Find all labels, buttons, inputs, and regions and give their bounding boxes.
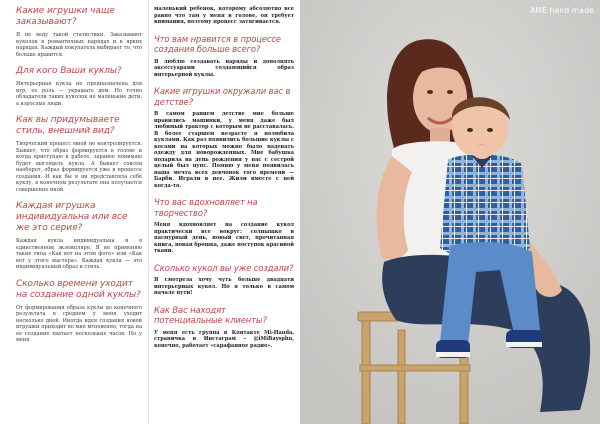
answer-paragraph: Творческий процесс мной не контролируется. Бывает, что образ формируется в голове и когда приступаю к работе, заранее понимаю будет выглядеть кукла. А бывает совсем наоборот, образ формируется уже в процессе создания. И как бы я ни представляла себе куклу, в конечном результате она получается совершенно иной. xyxy=(16,141,142,193)
continued-paragraph: маленький ребенок, которому абсолютно все равно что там у меня в голове, он требует внимания, поэтому процесс затягивается. xyxy=(154,6,294,25)
qa-block xyxy=(16,201,142,271)
question-heading: Что вам нравится в процессе создания больше всего? xyxy=(154,33,281,54)
answer-paragraph: Меня вдохновляет на создание кукол практически все вокруг: солнышко в пасмурный день, новый свет, прочитанная книга, новая брошка, даже поступок красивой ткани. xyxy=(154,222,294,254)
answer-paragraph: У меня есть группа в Контакте Mi-Handa, страничка в Инстаграм – @iMiBaysphn, конечно, работает «сарафанное радио». xyxy=(154,329,294,349)
answer-paragraph: От формирования образа куклы до конечного результата в среднем у меня уходит несколько дней. Иногда идея создания новой игрушки приходит во мне мгновенно, тогда на ее создание хватает нескольких часов. Но у меня xyxy=(16,304,142,343)
column-divider xyxy=(148,0,149,424)
qa-block xyxy=(16,6,142,58)
answer-paragraph: Интерьерная кукла не предназначена для игр, ее роль — украшать дом. Но точно обладатели таких куколок не маленькие дети, а взрослые люди. xyxy=(16,81,142,107)
question-heading: Каждая игрушка индивидуальна или все же это серия? xyxy=(16,201,128,233)
qa-block xyxy=(16,66,142,107)
question-heading: Что вас вдохновляет на творчество? xyxy=(154,197,258,218)
brand-logo: AME hand made xyxy=(530,6,594,15)
question-heading: Для кого Ваши куклы? xyxy=(16,66,122,76)
answer-paragraph: Я не веду такой статистики. Заказывают куколок в романтичных нарядах и в ярких нарядах. Каждый покупатель выбирает то, что больше нравится. xyxy=(16,32,142,58)
qa-block xyxy=(154,305,294,350)
photo-illustration xyxy=(300,0,600,424)
question-heading: Какие игрушки чаще заказывают? xyxy=(16,6,115,27)
qa-block xyxy=(16,279,142,344)
qa-block xyxy=(154,34,294,79)
question-heading: Сколько кукол вы уже создали? xyxy=(154,262,294,273)
answer-paragraph: Каждая кукла индивидуальна и в единственном экземпляре. Я не применяю такие типа «Как вот на этом фото» или «Как вот у этого мастера». Каждая кукла — это индивидуальный образ и стиль. xyxy=(16,238,142,270)
qa-block xyxy=(154,86,294,189)
qa-block xyxy=(16,115,142,193)
answer-paragraph: В самом раннем детстве мне больше нравились машинки, у меня даже был любимый трактор с которым не расставалась. В более старшем возрасте я полюбила куклами. Как раз появились большие куклы с косами на которых можно было надевать одежду для новорожденных. Мне бабушка подарила на день рождения у нас с сестрой целый был пупс. Помню у меня появилась наша мечта всех девчонок того времени — Барби. Играли в нее. Жили вместе с ней когда-то. xyxy=(154,111,294,189)
question-heading: Сколько времени уходит на создание одной куклы? xyxy=(16,278,141,300)
interview-column-left xyxy=(0,0,146,352)
qa-block xyxy=(154,197,294,255)
portrait-photo xyxy=(300,0,600,424)
question-heading: Как Вас находят потенциальные клиенты? xyxy=(154,304,267,325)
answer-paragraph: Я люблю создавать наряды и дополнять аксессуарами создающийся образ интерьерной куклы. xyxy=(154,58,294,78)
qa-block xyxy=(154,263,294,297)
interview-column-right xyxy=(150,0,298,357)
question-heading: Как вы придумываете стиль, внешний вид? xyxy=(16,115,120,136)
question-heading: Какие игрушки окружали вас в детстве? xyxy=(154,86,291,107)
answer-paragraph: Я смотрела хочу чуть больше двадцати интерьерных кукол. Но я только в самом начале пути! xyxy=(154,277,294,296)
